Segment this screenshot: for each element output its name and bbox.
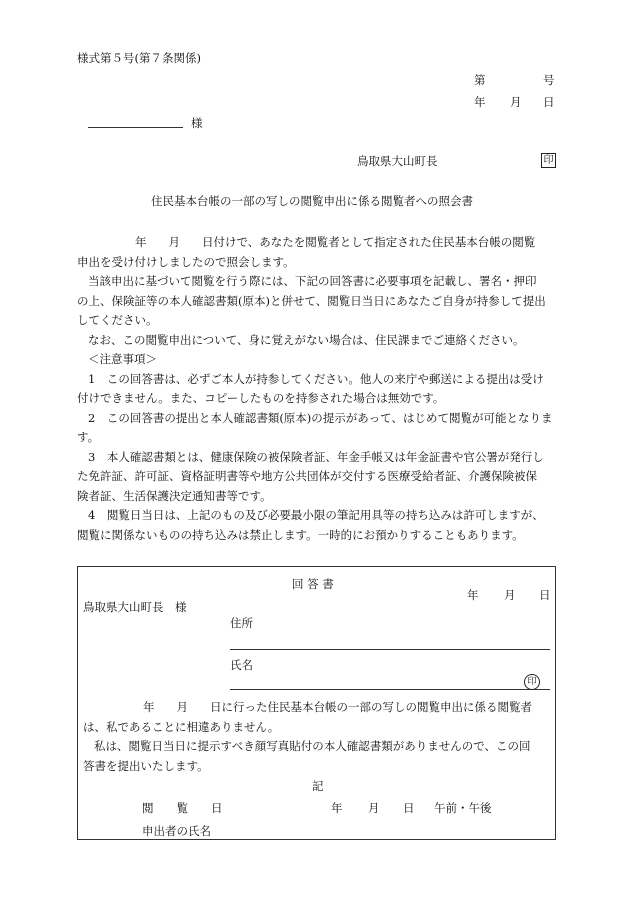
address-label: 住所 [230,616,253,630]
statement-2-line-1: 私は、閲覧日当日に提示すべき顔写真貼付の本人確認書類がありませんので、この回 [94,739,531,753]
statement-line-1 [78,698,555,718]
form-id: 様式第５号(第７条関係) [77,51,201,65]
sender: 鳥取県大山町長 [357,154,438,168]
reply-statement [78,698,555,776]
paragraph-1-line-1 [77,233,557,253]
paragraph-3: なお、この閲覧申出について、身に覚えがない場合は、住民課までご連絡ください。 [88,332,525,347]
seal-icon: 印 [524,673,540,690]
view-year: 年 [331,801,343,815]
seal-icon: 印 [541,152,556,168]
page-title: 住民基本台帳の一部の写しの閲覧申出に係る閲覧者への照会書 [151,194,473,208]
view-date-label: 閲 覧 日 [142,801,223,815]
body-text [77,233,557,545]
statement-line-2: は、私であることに相違ありません。 [83,719,280,734]
p1-month: 月 [168,235,180,249]
note-4-line-1: 4 閲覧日当日は、上記のもの及び必要最小限の筆記用具等の持ち込みは許可しますが、 [88,508,544,522]
reply-form [77,566,556,840]
name-label: 氏名 [230,658,253,672]
date-day: 日 [543,95,555,109]
statement-2-line-2: 答書を提出いたします。 [83,758,209,773]
name-field[interactable] [230,689,550,690]
reply-title: 回 答 書 [292,577,334,591]
reply-addressee: 鳥取県大山町長 様 [83,600,187,614]
address-field[interactable] [230,649,550,650]
date-month: 月 [510,95,522,109]
date-year: 年 [474,95,486,109]
p1-year: 年 [135,235,147,249]
stmt-month: 月 [176,700,188,714]
reply-date-day: 日 [539,588,551,602]
view-month: 月 [368,801,380,815]
paragraph-2-line-2: の上、保険証等の本人確認書類(原本)と併せて、閲覧日当日にあなたご自身が持参して提出 [77,293,546,308]
note-3-line-3: 険者証、生活保護決定通知書等です。 [77,488,272,503]
note-1-line-2: 付けできません。また、コピーしたものを持参された場合は無効です。 [77,391,445,405]
record-heading: 記 [312,779,324,793]
addressee-honorific: 様 [191,116,203,130]
paragraph-2-line-3: してください。 [77,313,158,327]
note-3-line-2: た免許証、許可証、資格証明書等や地方公共団体が交付する医療受給者証、介護保険被保 [77,469,537,483]
view-day: 日 [403,801,415,815]
paragraph-1-line-2: 申出を受け付けしましたので照会します。 [77,254,295,269]
number-label: 第 [474,73,486,87]
notes-heading: ＜注意事項＞ [88,352,157,366]
p1-rest: 日付けで、あなたを閲覧者として指定された住民基本台帳の閲覧 [202,235,536,249]
stmt-rest: 日に行った住民基本台帳の一部の写しの閲覧申出に係る閲覧者 [210,700,532,714]
note-2-line-2: す。 [77,430,100,444]
addressee-blank [88,127,183,128]
note-3-line-1: 3 本人確認書類とは、健康保険の被保険者証、年金手帳又は年金証書や官公署が発行し [88,449,544,464]
note-1-line-1: 1 この回答書は、必ずご本人が持参してください。他人の来庁や郵送による提出は受け [88,371,544,386]
note-4-line-2: 閲覧に関係ないものの持ち込みは禁止します。一時的にお預かりすることもあります。 [77,527,524,542]
note-2-line-1: 2 この回答書の提出と本人確認書類(原本)の提示があって、はじめて閲覧が可能となりま [88,410,553,425]
reply-date-year: 年 [467,588,479,602]
reply-date-month: 月 [504,588,516,602]
paragraph-2-line-1: 当該申出に基づいて閲覧を行う際には、下記の回答書に必要事項を記載し、署名・押印 [88,274,537,288]
applicant-name-label: 申出者の氏名 [142,824,211,838]
view-ampm: 午前・午後 [434,801,492,815]
stmt-year: 年 [143,700,155,714]
number-suffix: 号 [543,73,555,87]
